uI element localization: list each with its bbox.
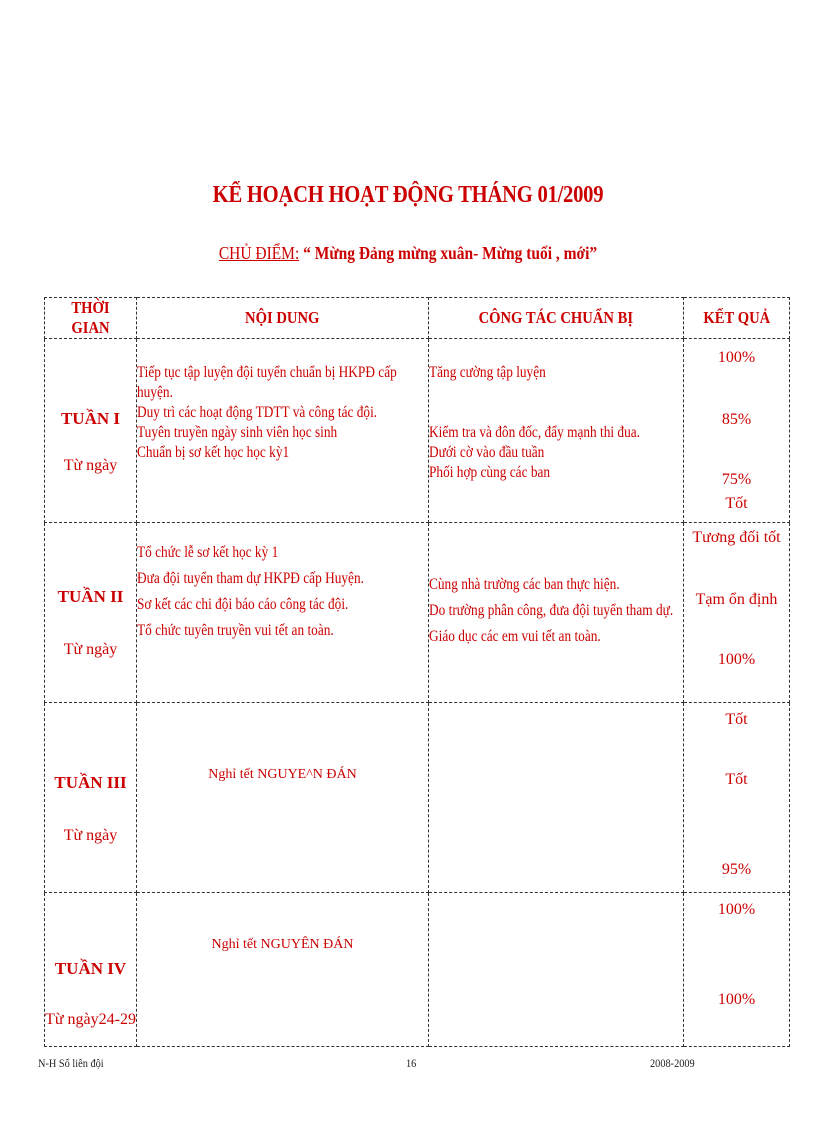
footer-year: 2008-2009: [650, 1056, 695, 1070]
week-cell: [45, 339, 137, 523]
week-date: Từ ngày24-29: [45, 1011, 136, 1028]
activity-plan-table: [44, 297, 790, 1047]
holiday-note: Nghỉ tết NGUYÊN ĐÁN: [211, 937, 354, 952]
result-value: 100%: [717, 349, 756, 366]
week-cell: [45, 703, 137, 893]
header-result: KẾT QUẢ: [684, 298, 790, 339]
result-cell: [684, 893, 790, 1047]
result-value: Tốt: [725, 711, 748, 728]
week-date: Từ ngày: [63, 457, 118, 474]
week-date: Từ ngày: [63, 641, 118, 658]
result-value: Tốt: [725, 495, 748, 512]
result-value: 100%: [717, 901, 756, 918]
content-cell: [137, 893, 429, 1047]
content-cell: [137, 703, 429, 893]
result-value: 75%: [721, 471, 752, 488]
result-value: Tốt: [725, 771, 748, 788]
preparation-cell: [429, 893, 684, 1047]
content-cell: Tổ chức lễ sơ kết học kỳ 1 Đưa đội tuyển tham dự HKPĐ cấp Huyện. Sơ kết các chi đội báo cáo công tác đội. Tổ chức tuyên truyền vui tết an toàn.: [137, 523, 429, 703]
week-name: TUẦN IV: [54, 959, 127, 978]
footer-page-number: 16: [406, 1056, 417, 1070]
result-value: 100%: [717, 651, 756, 668]
table-header-row: [45, 298, 790, 339]
week-cell: [45, 523, 137, 703]
preparation-cell: [429, 703, 684, 893]
result-value: Tương đối tốt: [692, 529, 781, 546]
result-value: 85%: [721, 411, 752, 428]
week-name: TUẦN I: [60, 409, 121, 428]
holiday-note: Nghỉ tết NGUYE^N ĐÁN: [208, 767, 357, 782]
content-cell: Tiếp tục tập luyện đội tuyển chuẩn bị HKPĐ cấp huyện. Duy trì các hoạt động TDTT và công tác đội. Tuyên truyền ngày sinh viên học sinh Chuẩn bị sơ kết học học kỳ1: [137, 339, 429, 523]
subtitle-theme: “ Mừng Đảng mừng xuân- Mừng tuổi , mới”: [303, 243, 598, 263]
preparation-cell: Tăng cường tập luyện Kiểm tra và đôn đốc, đẩy mạnh thi đua. Dưới cờ vào đầu tuần Phối hợp cùng các ban: [429, 339, 684, 523]
week-name: TUẦN II: [57, 587, 124, 606]
table-row: [45, 339, 790, 523]
header-preparation: CÔNG TÁC CHUẨN BỊ: [429, 298, 684, 339]
footer-left: N-H Sổ liên đội: [38, 1056, 104, 1070]
result-value: 100%: [717, 991, 756, 1008]
subtitle-label: CHỦ ĐIỂM:: [218, 243, 300, 263]
table-row: [45, 523, 790, 703]
page-title: KẾ HOẠCH HOẠT ĐỘNG THÁNG 01/2009: [212, 182, 604, 208]
table-row: [45, 703, 790, 893]
week-name: TUẦN III: [54, 773, 127, 792]
result-cell: [684, 523, 790, 703]
week-date: Từ ngày: [63, 827, 118, 844]
week-cell: [45, 893, 137, 1047]
result-cell: [684, 339, 790, 523]
preparation-cell: Cùng nhà trường các ban thực hiện. Do trường phân công, đưa đội tuyển tham dự. Giáo dục các em vui tết an toàn.: [429, 523, 684, 703]
table-row: [45, 893, 790, 1047]
header-time: THỜI GIAN: [45, 298, 137, 339]
page-subtitle: [57, 243, 759, 264]
result-value: 95%: [721, 861, 752, 878]
result-cell: [684, 703, 790, 893]
result-value: Tạm ổn định: [695, 591, 778, 608]
header-content: NỘI DUNG: [137, 298, 429, 339]
